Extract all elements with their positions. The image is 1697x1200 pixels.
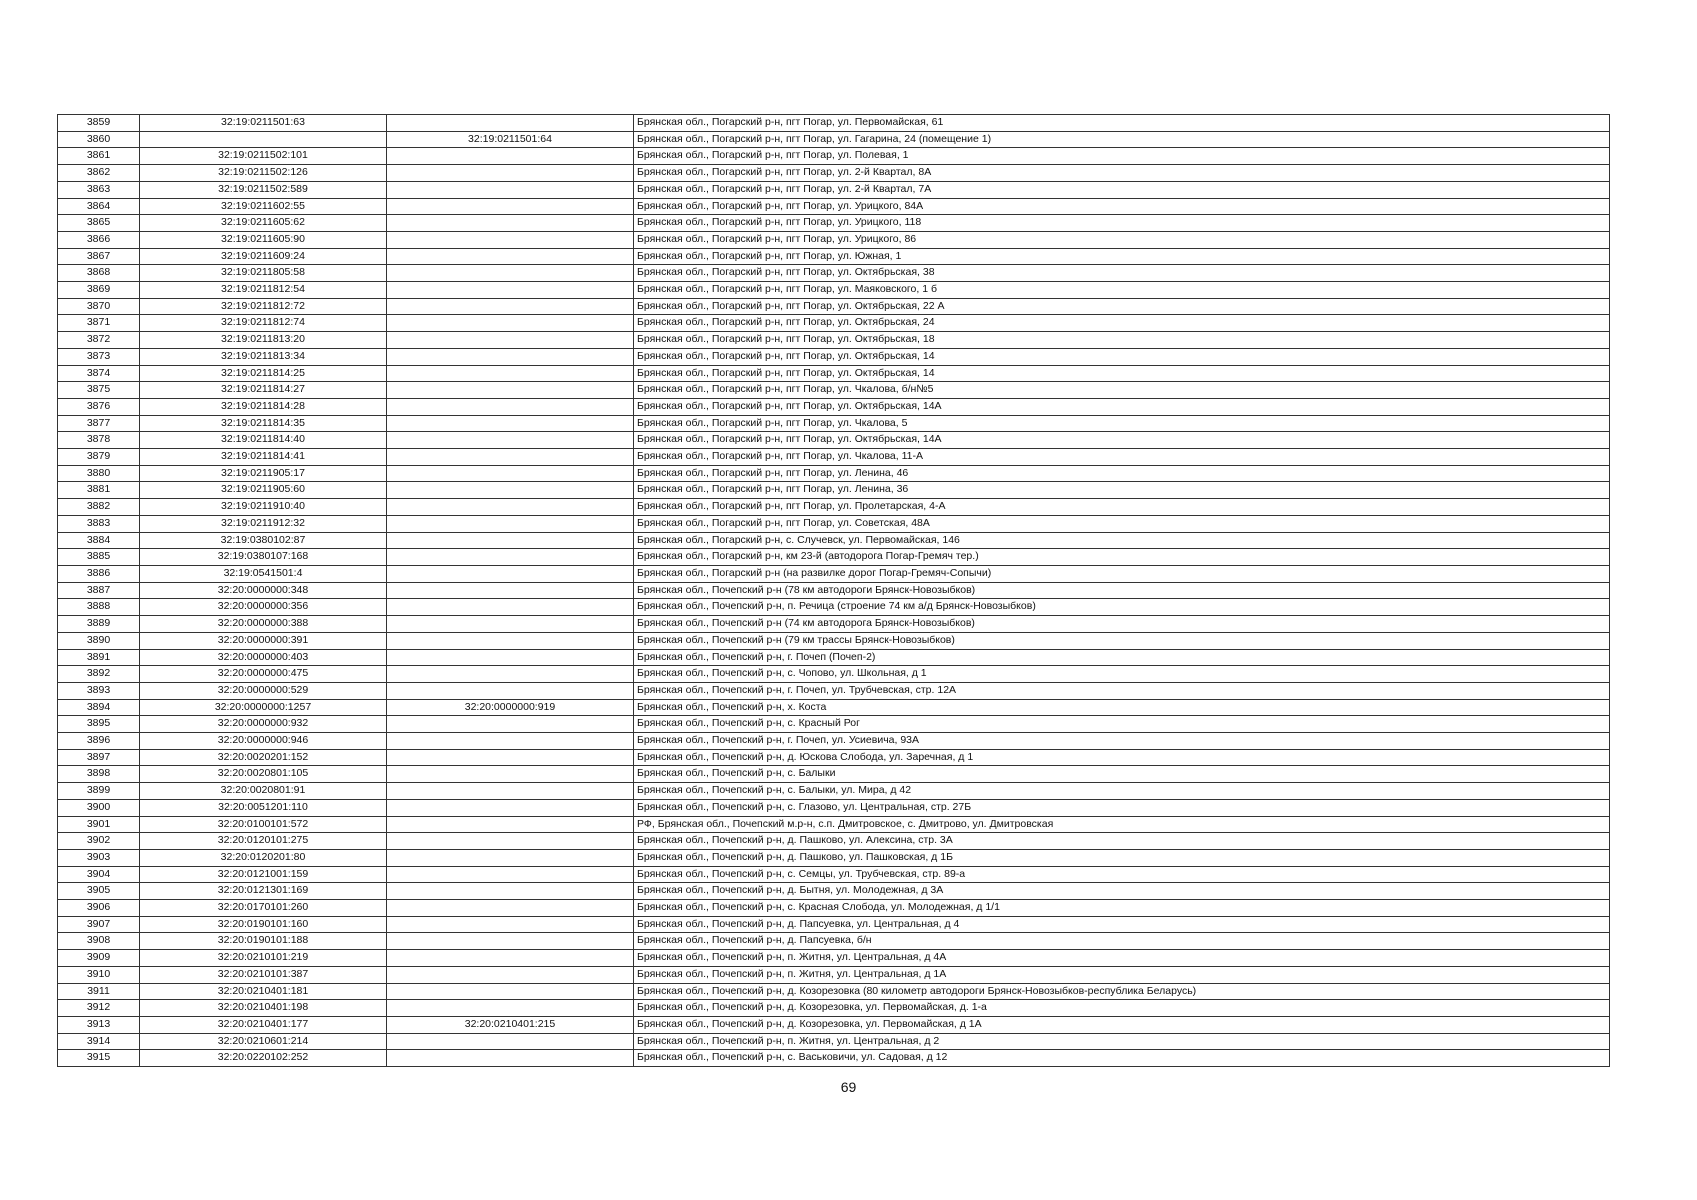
cadastral-number-cell: 32:20:0000000:932 [140,716,387,733]
address-cell: Брянская обл., Почепский р-н, с. Балыки [634,766,1610,783]
row-number-cell: 3901 [58,816,140,833]
row-number-cell: 3882 [58,499,140,516]
related-cadastral-number-cell [387,649,634,666]
related-cadastral-number-cell [387,616,634,633]
table-row [58,699,1610,716]
row-number-cell: 3907 [58,916,140,933]
row-number-cell: 3896 [58,733,140,750]
related-cadastral-number-cell [387,515,634,532]
address-cell: Брянская обл., Погарский р-н, пгт Погар, ул. Советская, 48А [634,515,1610,532]
cadastral-number-cell: 32:19:0211814:25 [140,365,387,382]
address-cell: Брянская обл., Погарский р-н, пгт Погар, ул. Первомайская, 61 [634,115,1610,132]
address-cell: Брянская обл., Почепский р-н, г. Почеп, ул. Трубчевская, стр. 12А [634,682,1610,699]
row-number-cell: 3868 [58,265,140,282]
related-cadastral-number-cell [387,398,634,415]
address-cell: Брянская обл., Почепский р-н (78 км автодороги Брянск-Новозыбков) [634,582,1610,599]
related-cadastral-number-cell [387,733,634,750]
table-row [58,131,1610,148]
table-row [58,465,1610,482]
related-cadastral-number-cell [387,1000,634,1017]
cadastral-number-cell: 32:20:0210601:214 [140,1033,387,1050]
row-number-cell: 3865 [58,215,140,232]
row-number-cell: 3876 [58,398,140,415]
address-cell: Брянская обл., Погарский р-н, пгт Погар, ул. Октябрьская, 14А [634,398,1610,415]
table-row [58,649,1610,666]
address-cell: Брянская обл., Почепский р-н, п. Житня, ул. Центральная, д 1А [634,966,1610,983]
cadastral-number-cell: 32:19:0211609:24 [140,248,387,265]
cadastral-number-cell: 32:19:0380107:168 [140,549,387,566]
cadastral-number-cell: 32:20:0051201:110 [140,799,387,816]
address-cell: Брянская обл., Почепский р-н, д. Пашково, ул. Алексина, стр. 3А [634,833,1610,850]
row-number-cell: 3894 [58,699,140,716]
table-row [58,816,1610,833]
table-row [58,365,1610,382]
address-cell: Брянская обл., Почепский р-н, с. Балыки, ул. Мира, д 42 [634,783,1610,800]
row-number-cell: 3905 [58,883,140,900]
cadastral-number-cell: 32:19:0211814:41 [140,449,387,466]
table-row [58,1016,1610,1033]
related-cadastral-number-cell [387,332,634,349]
cadastral-number-cell: 32:19:0211602:55 [140,198,387,215]
related-cadastral-number-cell [387,966,634,983]
row-number-cell: 3874 [58,365,140,382]
cadastral-number-cell: 32:20:0000000:1257 [140,699,387,716]
row-number-cell: 3913 [58,1016,140,1033]
related-cadastral-number-cell [387,465,634,482]
cadastral-number-cell: 32:20:0000000:348 [140,582,387,599]
cadastral-number-cell: 32:20:0000000:356 [140,599,387,616]
related-cadastral-number-cell [387,816,634,833]
address-cell: Брянская обл., Почепский р-н (79 км трассы Брянск-Новозыбков) [634,632,1610,649]
table-row [58,549,1610,566]
registry-table [57,114,1610,1067]
cadastral-number-cell: 32:19:0211812:72 [140,298,387,315]
address-cell: Брянская обл., Погарский р-н, пгт Погар, ул. Урицкого, 86 [634,231,1610,248]
row-number-cell: 3889 [58,616,140,633]
cadastral-number-cell: 32:20:0000000:946 [140,733,387,750]
address-cell: Брянская обл., Погарский р-н, пгт Погар, ул. Октябрьская, 14 [634,348,1610,365]
row-number-cell: 3914 [58,1033,140,1050]
address-cell: Брянская обл., Почепский р-н, п. Житня, ул. Центральная, д 4А [634,950,1610,967]
related-cadastral-number-cell [387,298,634,315]
address-cell: РФ, Брянская обл., Почепский м.р-н, с.п. Дмитровское, с. Дмитрово, ул. Дмитровская [634,816,1610,833]
address-cell: Брянская обл., Погарский р-н, пгт Погар, ул. Октябрьская, 22 А [634,298,1610,315]
cadastral-number-cell: 32:20:0190101:188 [140,933,387,950]
related-cadastral-number-cell [387,866,634,883]
row-number-cell: 3900 [58,799,140,816]
address-cell: Брянская обл., Погарский р-н, пгт Погар, ул. Пролетарская, 4-А [634,499,1610,516]
related-cadastral-number-cell [387,799,634,816]
table-row [58,983,1610,1000]
cadastral-number-cell: 32:19:0211814:28 [140,398,387,415]
row-number-cell: 3915 [58,1050,140,1067]
address-cell: Брянская обл., Почепский р-н, с. Чопово, ул. Школьная, д 1 [634,666,1610,683]
cadastral-number-cell: 32:20:0020801:91 [140,783,387,800]
row-number-cell: 3909 [58,950,140,967]
address-cell: Брянская обл., Почепский р-н (74 км автодорога Брянск-Новозыбков) [634,616,1610,633]
page-number: 69 [840,1079,857,1095]
row-number-cell: 3879 [58,449,140,466]
cadastral-number-cell: 32:19:0211805:58 [140,265,387,282]
row-number-cell: 3869 [58,282,140,299]
related-cadastral-number-cell [387,231,634,248]
related-cadastral-number-cell [387,181,634,198]
address-cell: Брянская обл., Погарский р-н, с. Случевск, ул. Первомайская, 146 [634,532,1610,549]
related-cadastral-number-cell [387,348,634,365]
related-cadastral-number-cell [387,382,634,399]
related-cadastral-number-cell [387,716,634,733]
row-number-cell: 3910 [58,966,140,983]
cadastral-number-cell: 32:20:0120201:80 [140,849,387,866]
cadastral-number-cell: 32:19:0211814:35 [140,415,387,432]
related-cadastral-number-cell [387,565,634,582]
related-cadastral-number-cell [387,315,634,332]
related-cadastral-number-cell [387,766,634,783]
table-row [58,449,1610,466]
related-cadastral-number-cell [387,632,634,649]
row-number-cell: 3864 [58,198,140,215]
related-cadastral-number-cell [387,532,634,549]
cadastral-number-cell: 32:20:0121301:169 [140,883,387,900]
address-cell: Брянская обл., Почепский р-н, д. Бытня, ул. Молодежная, д 3А [634,883,1610,900]
table-row [58,515,1610,532]
related-cadastral-number-cell [387,265,634,282]
related-cadastral-number-cell [387,1050,634,1067]
table-row [58,298,1610,315]
table-row [58,432,1610,449]
cadastral-number-cell: 32:20:0100101:572 [140,816,387,833]
cadastral-number-cell: 32:19:0211813:20 [140,332,387,349]
cadastral-number-cell: 32:20:0000000:388 [140,616,387,633]
cadastral-number-cell: 32:20:0000000:403 [140,649,387,666]
row-number-cell: 3866 [58,231,140,248]
table-row [58,900,1610,917]
row-number-cell: 3904 [58,866,140,883]
related-cadastral-number-cell [387,833,634,850]
table-row [58,398,1610,415]
address-cell: Брянская обл., Погарский р-н, пгт Погар, ул. Октябрьская, 14А [634,432,1610,449]
related-cadastral-number-cell [387,983,634,1000]
row-number-cell: 3880 [58,465,140,482]
row-number-cell: 3873 [58,348,140,365]
related-cadastral-number-cell [387,115,634,132]
address-cell: Брянская обл., Погарский р-н, пгт Погар, ул. Ленина, 36 [634,482,1610,499]
related-cadastral-number-cell [387,365,634,382]
table-row [58,415,1610,432]
cadastral-number-cell: 32:19:0211813:34 [140,348,387,365]
table-row [58,148,1610,165]
related-cadastral-number-cell [387,432,634,449]
row-number-cell: 3887 [58,582,140,599]
cadastral-number-cell: 32:19:0380102:87 [140,532,387,549]
address-cell: Брянская обл., Почепский р-н, с. Красный Рог [634,716,1610,733]
table-row [58,682,1610,699]
table-row [58,733,1610,750]
address-cell: Брянская обл., Погарский р-н, пгт Погар, ул. Полевая, 1 [634,148,1610,165]
table-row [58,482,1610,499]
table-row [58,883,1610,900]
table-row [58,849,1610,866]
table-row [58,716,1610,733]
cadastral-number-cell: 32:20:0220102:252 [140,1050,387,1067]
related-cadastral-number-cell [387,499,634,516]
row-number-cell: 3875 [58,382,140,399]
row-number-cell: 3886 [58,565,140,582]
table-row [58,833,1610,850]
address-cell: Брянская обл., Погарский р-н, км 23-й (автодорога Погар-Гремяч тер.) [634,549,1610,566]
cadastral-number-cell: 32:19:0211814:40 [140,432,387,449]
table-row [58,248,1610,265]
cadastral-number-cell: 32:19:0211605:62 [140,215,387,232]
cadastral-number-cell: 32:20:0121001:159 [140,866,387,883]
address-cell: Брянская обл., Погарский р-н, пгт Погар, ул. Гагарина, 24 (помещение 1) [634,131,1610,148]
table-row [58,532,1610,549]
table-row [58,799,1610,816]
address-cell: Брянская обл., Погарский р-н (на развилке дорог Погар-Гремяч-Сопычи) [634,565,1610,582]
related-cadastral-number-cell [387,215,634,232]
address-cell: Брянская обл., Почепский р-н, с. Васьковичи, ул. Садовая, д 12 [634,1050,1610,1067]
row-number-cell: 3883 [58,515,140,532]
row-number-cell: 3859 [58,115,140,132]
address-cell: Брянская обл., Почепский р-н, п. Житня, ул. Центральная, д 2 [634,1033,1610,1050]
cadastral-number-cell: 32:19:0211501:63 [140,115,387,132]
related-cadastral-number-cell: 32:20:0210401:215 [387,1016,634,1033]
row-number-cell: 3899 [58,783,140,800]
table-row [58,282,1610,299]
related-cadastral-number-cell [387,549,634,566]
cadastral-number-cell: 32:20:0120101:275 [140,833,387,850]
table-row [58,933,1610,950]
cadastral-number-cell: 32:20:0210401:181 [140,983,387,1000]
cadastral-number-cell: 32:19:0211502:589 [140,181,387,198]
related-cadastral-number-cell [387,849,634,866]
cadastral-number-cell: 32:20:0210101:219 [140,950,387,967]
cadastral-number-cell: 32:19:0211605:90 [140,231,387,248]
table-row [58,165,1610,182]
row-number-cell: 3908 [58,933,140,950]
related-cadastral-number-cell [387,682,634,699]
address-cell: Брянская обл., Погарский р-н, пгт Погар, ул. Октябрьская, 24 [634,315,1610,332]
row-number-cell: 3891 [58,649,140,666]
related-cadastral-number-cell [387,783,634,800]
row-number-cell: 3872 [58,332,140,349]
address-cell: Брянская обл., Почепский р-н, г. Почеп (Почеп-2) [634,649,1610,666]
row-number-cell: 3906 [58,900,140,917]
address-cell: Брянская обл., Погарский р-н, пгт Погар, ул. Чкалова, 5 [634,415,1610,432]
row-number-cell: 3877 [58,415,140,432]
related-cadastral-number-cell [387,916,634,933]
related-cadastral-number-cell [387,248,634,265]
cadastral-number-cell: 32:20:0190101:160 [140,916,387,933]
table-row [58,1050,1610,1067]
row-number-cell: 3861 [58,148,140,165]
address-cell: Брянская обл., Почепский р-н, д. Папсуевка, ул. Центральная, д 4 [634,916,1610,933]
address-cell: Брянская обл., Почепский р-н, д. Пашково, ул. Пашковская, д 1Б [634,849,1610,866]
address-cell: Брянская обл., Погарский р-н, пгт Погар, ул. Урицкого, 84А [634,198,1610,215]
cadastral-number-cell: 32:19:0211502:101 [140,148,387,165]
address-cell: Брянская обл., Почепский р-н, г. Почеп, ул. Усиевича, 93А [634,733,1610,750]
row-number-cell: 3892 [58,666,140,683]
address-cell: Брянская обл., Почепский р-н, д. Козорезовка (80 километр автодороги Брянск-Новозыбков-республика Беларусь) [634,983,1610,1000]
related-cadastral-number-cell [387,1033,634,1050]
table-row [58,783,1610,800]
table-row [58,1033,1610,1050]
table-row [58,565,1610,582]
address-cell: Брянская обл., Погарский р-н, пгт Погар, ул. Южная, 1 [634,248,1610,265]
related-cadastral-number-cell [387,415,634,432]
cadastral-number-cell: 32:20:0000000:391 [140,632,387,649]
address-cell: Брянская обл., Почепский р-н, д. Козорезовка, ул. Первомайская, д 1А [634,1016,1610,1033]
table-row [58,231,1610,248]
related-cadastral-number-cell [387,749,634,766]
address-cell: Брянская обл., Почепский р-н, д. Папсуевка, б/н [634,933,1610,950]
row-number-cell: 3871 [58,315,140,332]
table-row [58,181,1610,198]
address-cell: Брянская обл., Погарский р-н, пгт Погар, ул. 2-й Квартал, 7А [634,181,1610,198]
address-cell: Брянская обл., Почепский р-н, п. Речица (строение 74 км а/д Брянск-Новозыбков) [634,599,1610,616]
address-cell: Брянская обл., Погарский р-н, пгт Погар, ул. Ленина, 46 [634,465,1610,482]
table-row [58,348,1610,365]
table-row [58,215,1610,232]
cadastral-number-cell: 32:20:0020201:152 [140,749,387,766]
address-cell: Брянская обл., Погарский р-н, пгт Погар, ул. 2-й Квартал, 8А [634,165,1610,182]
related-cadastral-number-cell [387,900,634,917]
cadastral-number-cell: 32:20:0170101:260 [140,900,387,917]
related-cadastral-number-cell [387,599,634,616]
address-cell: Брянская обл., Погарский р-н, пгт Погар, ул. Октябрьская, 14 [634,365,1610,382]
address-cell: Брянская обл., Погарский р-н, пгт Погар, ул. Октябрьская, 18 [634,332,1610,349]
table-row [58,332,1610,349]
cadastral-number-cell: 32:19:0541501:4 [140,565,387,582]
cadastral-number-cell [140,131,387,148]
table-row [58,382,1610,399]
related-cadastral-number-cell [387,165,634,182]
row-number-cell: 3862 [58,165,140,182]
related-cadastral-number-cell [387,482,634,499]
cadastral-number-cell: 32:19:0211912:32 [140,515,387,532]
address-cell: Брянская обл., Почепский р-н, с. Семцы, ул. Трубчевская, стр. 89-а [634,866,1610,883]
row-number-cell: 3898 [58,766,140,783]
address-cell: Брянская обл., Погарский р-н, пгт Погар, ул. Октябрьская, 38 [634,265,1610,282]
address-cell: Брянская обл., Почепский р-н, с. Глазово, ул. Центральная, стр. 27Б [634,799,1610,816]
related-cadastral-number-cell [387,666,634,683]
cadastral-number-cell: 32:19:0211905:17 [140,465,387,482]
table-row [58,499,1610,516]
address-cell: Брянская обл., Почепский р-н, д. Козорезовка, ул. Первомайская, д. 1-а [634,1000,1610,1017]
row-number-cell: 3903 [58,849,140,866]
address-cell: Брянская обл., Погарский р-н, пгт Погар, ул. Чкалова, б/н№5 [634,382,1610,399]
row-number-cell: 3897 [58,749,140,766]
row-number-cell: 3863 [58,181,140,198]
row-number-cell: 3878 [58,432,140,449]
related-cadastral-number-cell [387,148,634,165]
cadastral-number-cell: 32:20:0210401:198 [140,1000,387,1017]
row-number-cell: 3890 [58,632,140,649]
cadastral-number-cell: 32:19:0211910:40 [140,499,387,516]
cadastral-number-cell: 32:19:0211905:60 [140,482,387,499]
registry-table-body [58,115,1610,1067]
row-number-cell: 3867 [58,248,140,265]
row-number-cell: 3902 [58,833,140,850]
row-number-cell: 3860 [58,131,140,148]
cadastral-number-cell: 32:20:0210401:177 [140,1016,387,1033]
related-cadastral-number-cell: 32:19:0211501:64 [387,131,634,148]
row-number-cell: 3888 [58,599,140,616]
row-number-cell: 3895 [58,716,140,733]
address-cell: Брянская обл., Почепский р-н, с. Красная Слобода, ул. Молодежная, д 1/1 [634,900,1610,917]
address-cell: Брянская обл., Погарский р-н, пгт Погар, ул. Урицкого, 118 [634,215,1610,232]
table-row [58,115,1610,132]
address-cell: Брянская обл., Почепский р-н, д. Юскова Слобода, ул. Заречная, д 1 [634,749,1610,766]
related-cadastral-number-cell: 32:20:0000000:919 [387,699,634,716]
table-row [58,265,1610,282]
cadastral-number-cell: 32:20:0210101:387 [140,966,387,983]
row-number-cell: 3893 [58,682,140,699]
cadastral-number-cell: 32:19:0211502:126 [140,165,387,182]
table-row [58,599,1610,616]
cadastral-number-cell: 32:20:0020801:105 [140,766,387,783]
row-number-cell: 3885 [58,549,140,566]
row-number-cell: 3881 [58,482,140,499]
cadastral-number-cell: 32:19:0211812:54 [140,282,387,299]
table-row [58,866,1610,883]
table-row [58,966,1610,983]
related-cadastral-number-cell [387,198,634,215]
table-row [58,198,1610,215]
related-cadastral-number-cell [387,933,634,950]
address-cell: Брянская обл., Почепский р-н, х. Коста [634,699,1610,716]
row-number-cell: 3911 [58,983,140,1000]
related-cadastral-number-cell [387,950,634,967]
table-row [58,666,1610,683]
row-number-cell: 3870 [58,298,140,315]
table-row [58,1000,1610,1017]
table-row [58,950,1610,967]
related-cadastral-number-cell [387,883,634,900]
row-number-cell: 3912 [58,1000,140,1017]
table-row [58,916,1610,933]
cadastral-number-cell: 32:19:0211814:27 [140,382,387,399]
table-row [58,315,1610,332]
address-cell: Брянская обл., Погарский р-н, пгт Погар, ул. Маяковского, 1 б [634,282,1610,299]
table-row [58,632,1610,649]
related-cadastral-number-cell [387,282,634,299]
related-cadastral-number-cell [387,582,634,599]
table-row [58,766,1610,783]
related-cadastral-number-cell [387,449,634,466]
cadastral-number-cell: 32:20:0000000:529 [140,682,387,699]
cadastral-number-cell: 32:20:0000000:475 [140,666,387,683]
row-number-cell: 3884 [58,532,140,549]
table-row [58,616,1610,633]
address-cell: Брянская обл., Погарский р-н, пгт Погар, ул. Чкалова, 11-А [634,449,1610,466]
table-row [58,582,1610,599]
cadastral-number-cell: 32:19:0211812:74 [140,315,387,332]
table-row [58,749,1610,766]
